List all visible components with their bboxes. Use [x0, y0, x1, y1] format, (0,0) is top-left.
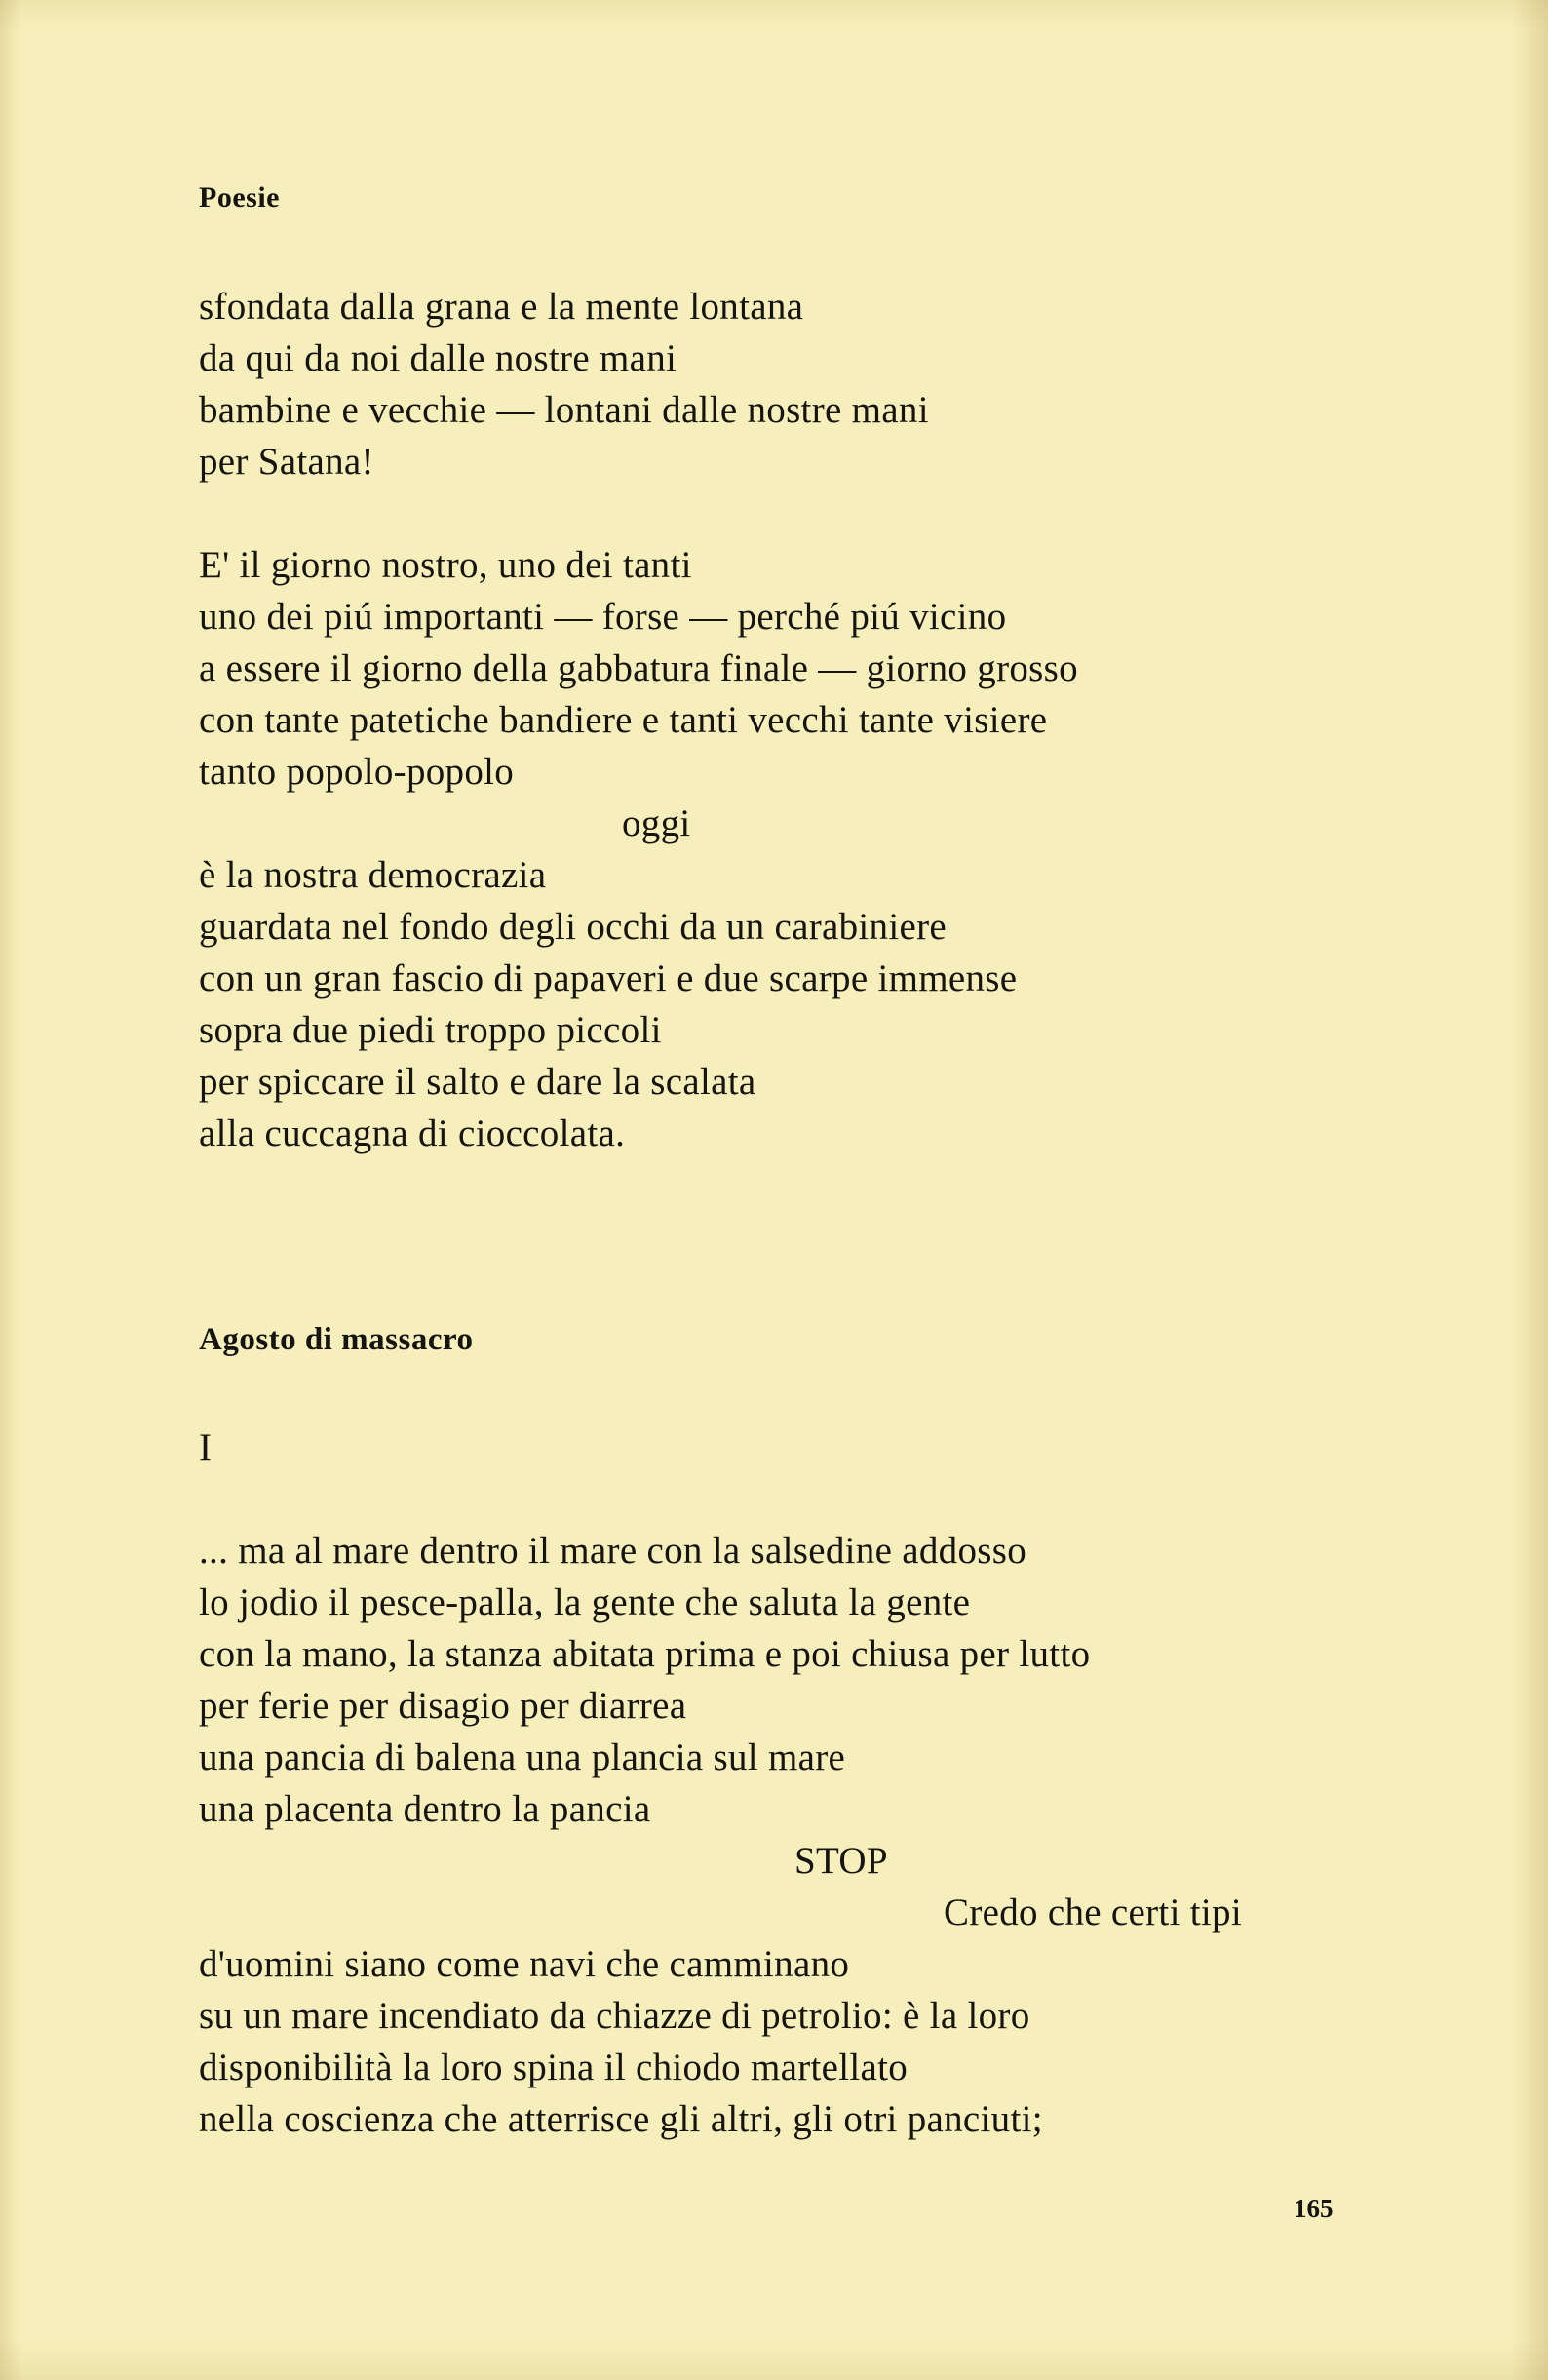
poem-line: guardata nel fondo degli occhi da un carabiniere — [199, 906, 947, 948]
poem-line: uno dei piú importanti — forse — perché piú vicino — [199, 596, 1007, 638]
poem-line: bambine e vecchie — lontani dalle nostre mani — [199, 389, 929, 431]
section-numeral: I — [199, 1426, 212, 1468]
poem-line: per ferie per disagio per diarrea — [199, 1685, 687, 1727]
poem-line: lo jodio il pesce-palla, la gente che saluta la gente — [199, 1581, 971, 1623]
poem-line-indented: oggi — [622, 802, 691, 844]
poem-line: nella coscienza che atterrisce gli altri, gli otri panciuti; — [199, 2098, 1043, 2140]
poem-line: tanto popolo-popolo — [199, 751, 515, 793]
poem-line: disponibilità la loro spina il chiodo martellato — [199, 2047, 909, 2088]
page-number: 165 — [1294, 2194, 1334, 2223]
poem-line: per spiccare il salto e dare la scalata — [199, 1061, 756, 1103]
poem-line: con tante patetiche bandiere e tanti vecchi tante visiere — [199, 699, 1048, 741]
poem-line: da qui da noi dalle nostre mani — [199, 337, 677, 379]
poem-line: su un mare incendiato da chiazze di petrolio: è la loro — [199, 1995, 1030, 2037]
poem-line: a essere il giorno della gabbatura finale — giorno grosso — [199, 647, 1078, 689]
running-header: Poesie — [199, 181, 280, 214]
poem-line: per Satana! — [199, 441, 374, 483]
poem-line: E' il giorno nostro, uno dei tanti — [199, 544, 692, 586]
poem-line: sfondata dalla grana e la mente lontana — [199, 286, 804, 328]
poem-line: con la mano, la stanza abitata prima e poi chiusa per lutto — [199, 1633, 1091, 1675]
poem-line: è la nostra democrazia — [199, 854, 547, 896]
poem-line: ... ma al mare dentro il mare con la salsedine addosso — [199, 1530, 1027, 1572]
poem-title: Agosto di massacro — [199, 1322, 474, 1357]
poem-line: con un gran fascio di papaveri e due scarpe immense — [199, 957, 1018, 999]
poem-line: una placenta dentro la pancia — [199, 1788, 651, 1830]
poem-line-indented: STOP — [794, 1840, 888, 1882]
poem-line: alla cuccagna di cioccolata. — [199, 1112, 626, 1154]
poem-line-indented: Credo che certi tipi — [944, 1892, 1242, 1933]
poem-line: una pancia di balena una plancia sul mare — [199, 1736, 846, 1778]
poem-line: sopra due piedi troppo piccoli — [199, 1009, 662, 1051]
poem-line: d'uomini siano come navi che camminano — [199, 1943, 850, 1985]
